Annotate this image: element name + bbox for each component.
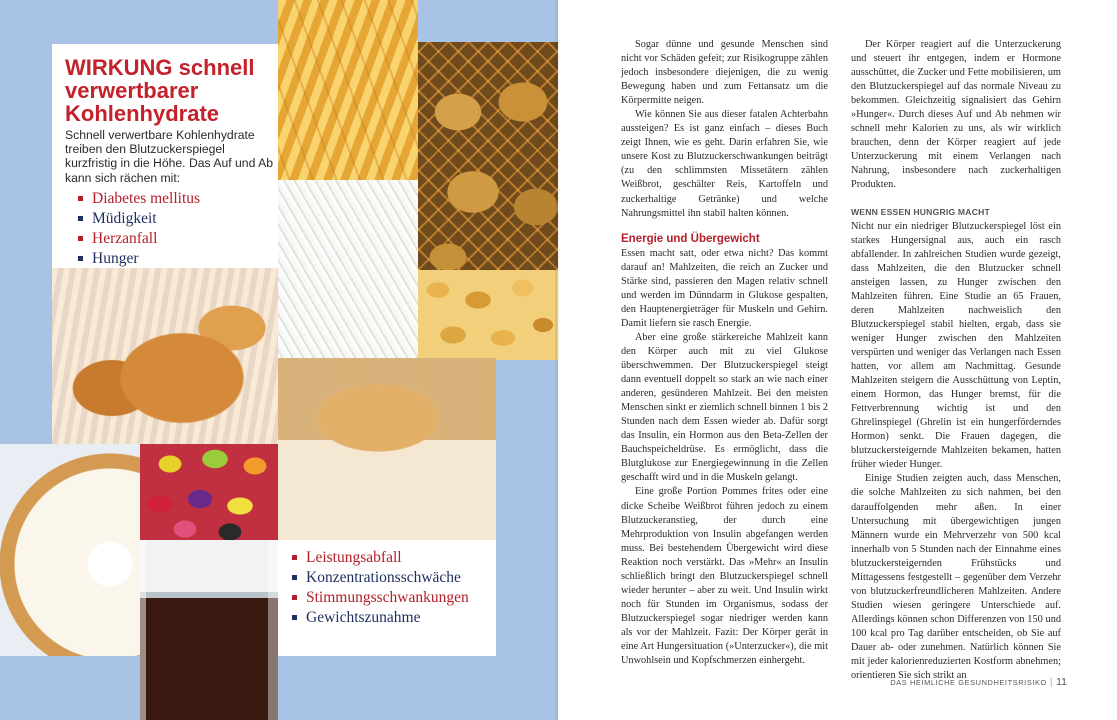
list-item-label: Konzentrationsschwäche: [306, 569, 461, 586]
effects-list-bottom: [292, 548, 469, 628]
left-page: [0, 0, 558, 720]
body-paragraph: Der Körper reagiert auf die Unterzuckerung und steuert ihr entgegen, indem er Hormone ausschüttet, die Zucker und Fette mobilisieren, um den Blutzuckerspiegel auf das normale Niveau zu bekommen. Gleichzeitig signalisiert das Gehirn »Hunger«. Durch dieses Auf und Ab nehmen wir schnell mehr Kalorien zu uns, als wir wirklich brauchen, denn der Körper reagiert auf jede Unterzuckerung mit einem Verlangen nach Nahrung, insbesondere nach zuckerhaltigen Produkten.: [851, 39, 1061, 191]
sidebar-title-bold: WIRKUNG: [65, 55, 173, 80]
bullet-square-icon: [292, 555, 297, 560]
cornflakes-photo: [418, 270, 558, 360]
donut-photo: [0, 444, 140, 656]
running-title: DAS HEIMLICHE GESUNDHEITSRISIKO: [890, 678, 1047, 687]
bottom-list-box: [278, 540, 496, 656]
list-item: [78, 189, 200, 209]
potatoes-photo: [418, 42, 558, 270]
list-item-label: Diabetes mellitus: [92, 190, 201, 207]
bullet-square-icon: [78, 256, 83, 261]
page-gutter: [555, 0, 561, 720]
rice-photo: [278, 180, 418, 358]
list-item: [78, 229, 200, 249]
body-paragraph: Essen macht satt, oder etwa nicht? Das kommt darauf an! Mahlzeiten, die reich an Zucker und Stärke sind, passieren den Magen relativ schnell und werden im Dünndarm in Glukose gespalten, den Hauptenergieträger für Muskeln und Gehirn. Damit liefern sie rasch Energie.: [621, 247, 828, 329]
list-item: [78, 209, 200, 229]
list-item-label: Stimmungsschwankungen: [306, 589, 469, 606]
bullet-square-icon: [292, 575, 297, 580]
title-box: [52, 44, 278, 268]
body-paragraph: Einige Studien zeigten auch, dass Menschen, die solche Mahlzeiten zu sich nahmen, bei den darauffolgenden mehr aßen. In einer Untersuchung mit übergewichtigen jungen Männern wurde ein Mehrverzehr von 500 kcal innerhalb von 5 Stunden nach der Einnahme eines blutzuckersteigernden Frühstücks und Mittagessens festgestellt – gegenüber dem Verzehr von blutzuckerfreundlicheren Mahlzeiten. Andere Studien wiesen geringere Unterschiede auf. Allerdings können schon Differenzen von 150 und 100 kcal pro Tag darüber entscheiden, ob Sie auf Dauer ab- oder zunehmen. Natürlich können Sie mit jeder kalorienreduzierten Kostform abnehmen; orientieren Sie sich strikt an: [851, 473, 1061, 682]
list-item-label: Leistungsabfall: [306, 549, 402, 566]
list-item: [292, 608, 469, 628]
list-item-label: Herzanfall: [92, 230, 158, 247]
jellybeans-photo: [140, 444, 278, 540]
body-paragraph: Aber eine große stärkereiche Mahlzeit kann den Körper auch mit zu viel Glukose überschwemmen. Der Blutzuckerspiegel steigt dann eventuell doppelt so stark an wie nach einer anderen, gesünderen Mahlzeit. Bei den meisten Menschen sinkt er ziemlich schnell binnen 1 bis 2 Stunden nach dem Essen wieder ab. Dafür sorgt das Insulin, ein Hormon aus den Beta-Zellen der Bauchspeicheldrüse. Es ermöglicht, dass die Blutglukose zur Energiegewinnung in die Zellen geschafft wird und in die Muskeln gelangt.: [621, 331, 828, 484]
subsection-heading: WENN ESSEN HUNGRIG MACHT: [851, 206, 990, 217]
list-item: [292, 588, 469, 608]
list-item: [78, 249, 200, 269]
bullet-square-icon: [78, 216, 83, 221]
page-number: 11: [1056, 676, 1067, 688]
page-footer: [890, 676, 1067, 688]
list-item: [292, 548, 469, 568]
list-item-label: Hunger: [92, 250, 139, 267]
fries-photo: [278, 0, 418, 180]
body-paragraph: Nicht nur ein niedriger Blutzuckerspiegel löst ein starkes Hungersignal aus, auch ein rasch abfallender. In zahlreichen Studien wurde gezeigt, dass Mahlzeiten, die den Blutzucker schnell ansteigen lassen, zu Hunger zwischen den Mahlzeiten führen. Eine Studie an 65 Frauen, deren Mahlzeiten nachweislich den Blutzuckerspiegel stabil hielten, ergab, dass sie weniger Hunger zwischen den Mahlzeiten verspürten und weniger das Verlangen nach Essen hatten, vor allem am Nachmittag. Gesunde Mahlzeiten steigern die Ausschüttung von Leptin, einem Hormon, das Hunger bremst, für die Fettverbrennung wichtig ist und den Ghrelinspiegel (Ghrelin ist ein hungerförderndes Hormon) senkt. Die Frauen dagegen, die blutzuckersteigernde Mahlzeiten bekamen, hatten früher wieder Hunger.: [851, 220, 1061, 471]
sidebar-intro: Schnell verwertbare Kohlenhydrate treiben den Blutzuckerspiegel kurzfristig in die Höhe. Das Auf und Ab kann sich rächen mit:: [65, 128, 273, 185]
sidebar-title-rest: schnell verwertbarer Kohlenhydrate: [65, 55, 255, 126]
bread-photo: [278, 358, 496, 540]
footer-divider: |: [1049, 677, 1054, 688]
list-item-label: Müdigkeit: [92, 210, 157, 227]
section-heading: Energie und Übergewicht: [621, 232, 760, 245]
bullet-square-icon: [78, 196, 83, 201]
bullet-square-icon: [292, 595, 297, 600]
body-paragraph: Eine große Portion Pommes frites oder eine dicke Scheibe Weißbrot führen jedoch zu einem Blutzuckeranstieg, der durch eine Mehrproduktion von Insulin abgefangen werden muss. Bei bestehendem Übergewicht wird diese Reaktion noch verstärkt. Das »Mehr« an Insulin schließlich bringt den Blutzuckerspiegel schnell wieder herunter – aber zu weit. Und Insulin wirkt noch für Stunden im Organismus, sodass der Blutzuckerspiegel sogar niedriger werden kann als vor der Mahlzeit. Fazit: Der Körper gerät in eine Art Hungersituation (»Unterzucker«), die mit Unwohlsein und Kopfschmerzen einhergeht.: [621, 486, 828, 667]
text-column-2: [851, 38, 1061, 683]
bullet-square-icon: [78, 236, 83, 241]
effects-list-top: [78, 189, 200, 269]
body-paragraph: Wie können Sie aus dieser fatalen Achterbahn aussteigen? Es ist ganz einfach – dieses Buch zeigt Ihnen, wie es geht. Darin erfahren Sie, wie unsere Kost zu Blutzuckerschwankungen beiträgt (zu den schlimmsten Missetätern zählen Weißbrot, geschälter Reis, Kartoffeln und zuckerhaltige Getränke) und welche Nahrungsmittel ihn stabil halten können.: [621, 109, 828, 219]
bullet-square-icon: [292, 615, 297, 620]
sidebar-title: [65, 56, 275, 125]
cola-photo: [140, 540, 278, 720]
text-column-1: [621, 38, 828, 668]
list-item: [292, 568, 469, 588]
list-item-label: Gewichtszunahme: [306, 609, 421, 626]
body-paragraph: Sogar dünne und gesunde Menschen sind nicht vor Schäden gefeit; zur Risikogruppe zählen jedoch insbesondere diejenigen, die zu wenig Bewegung haben und zum Fettansatz um die Körpermitte neigen.: [621, 39, 828, 107]
croissant-photo: [52, 268, 278, 444]
